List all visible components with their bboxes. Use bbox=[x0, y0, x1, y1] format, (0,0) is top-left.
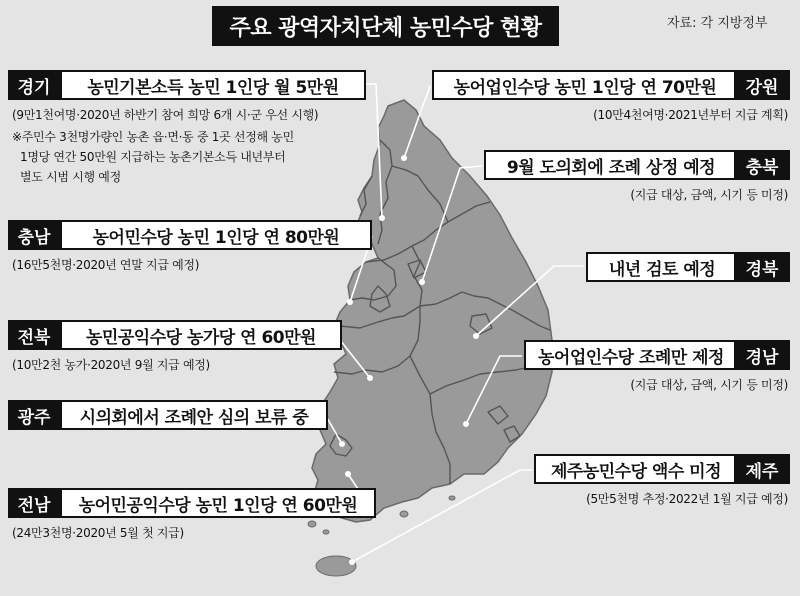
small-island bbox=[308, 521, 316, 527]
jeju-island bbox=[316, 556, 356, 576]
region-badge-gyeongnam: 경남 bbox=[734, 340, 790, 370]
note-jeonnam-1: (24만3천명·2020년 5월 첫 지급) bbox=[12, 526, 184, 540]
summary-jeonbuk: 농민공익수당 농가당 연 60만원 bbox=[60, 320, 342, 350]
note-jeonbuk-1: (10만2천 농가·2020년 9월 지급 예정) bbox=[12, 358, 210, 372]
region-badge-jeju: 제주 bbox=[734, 454, 790, 484]
note-gangwon-1: (10만4천여명·2021년부터 지급 계획) bbox=[593, 108, 788, 122]
region-badge-jeonnam: 전남 bbox=[8, 488, 60, 518]
summary-gyeongbuk: 내년 검토 예정 bbox=[586, 252, 738, 282]
summary-gwangju: 시의회에서 조례안 심의 보류 중 bbox=[60, 400, 328, 430]
source-label: 자료: 각 지방정부 bbox=[667, 16, 768, 31]
note-chungnam-1: (16만5천명·2020년 연말 지급 예정) bbox=[12, 258, 200, 272]
region-badge-gyeongbuk: 경북 bbox=[734, 252, 790, 282]
note-gyeonggi-4: 별도 시범 시행 예정 bbox=[20, 170, 121, 184]
summary-gyeongnam: 농어업인수당 조례만 제정 bbox=[524, 340, 738, 370]
region-badge-jeonbuk: 전북 bbox=[8, 320, 60, 350]
summary-gangwon: 농어업인수당 농민 1인당 연 70만원 bbox=[432, 70, 738, 100]
summary-jeonnam: 농어민공익수당 농민 1인당 연 60만원 bbox=[60, 488, 376, 518]
summary-gyeonggi: 농민기본소득 농민 1인당 월 5만원 bbox=[60, 70, 366, 100]
region-badge-chungnam: 충남 bbox=[8, 220, 60, 250]
small-island bbox=[400, 511, 408, 517]
note-gyeonggi-3: 1명당 연간 50만원 지급하는 농촌기본소득 내년부터 bbox=[20, 150, 286, 164]
note-jeju-1: (5만5천명 추정·2022년 1월 지급 예정) bbox=[586, 492, 788, 506]
summary-chungbuk: 9월 도의회에 조례 상정 예정 bbox=[484, 150, 738, 180]
note-gyeonggi-2: ※주민수 3천명가량인 농촌 읍·면·동 중 1곳 선정해 농민 bbox=[12, 130, 294, 144]
region-badge-gwangju: 광주 bbox=[8, 400, 60, 430]
small-island bbox=[323, 530, 329, 534]
summary-chungnam: 농어민수당 농민 1인당 연 80만원 bbox=[60, 220, 372, 250]
summary-jeju: 제주농민수당 액수 미정 bbox=[534, 454, 738, 484]
page-title: 주요 광역자치단체 농민수당 현황 bbox=[212, 6, 559, 46]
region-badge-gyeonggi: 경기 bbox=[8, 70, 60, 100]
region-badge-chungbuk: 충북 bbox=[734, 150, 790, 180]
note-gyeongnam-1: (지급 대상, 금액, 시기 등 미정) bbox=[630, 378, 788, 392]
region-badge-gangwon: 강원 bbox=[734, 70, 790, 100]
note-chungbuk-1: (지급 대상, 금액, 시기 등 미정) bbox=[630, 188, 788, 202]
note-gyeonggi-1: (9만1천여명·2020년 하반기 참여 희망 6개 시·군 우선 시행) bbox=[12, 108, 319, 122]
small-island bbox=[449, 496, 455, 500]
